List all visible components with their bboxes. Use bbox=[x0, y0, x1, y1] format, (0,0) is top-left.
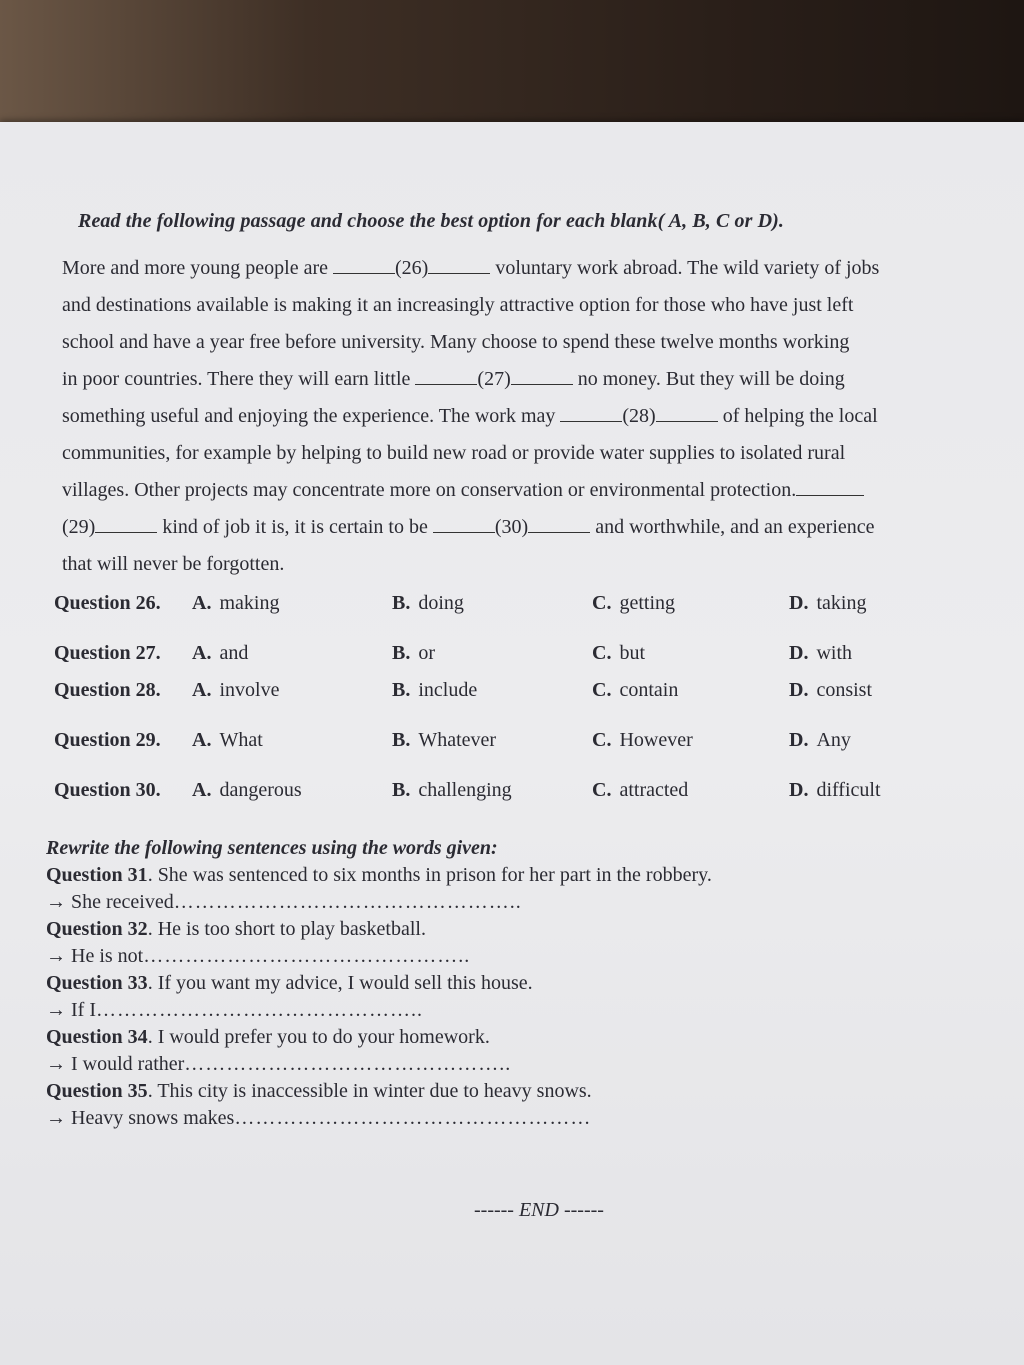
option-a: A. dangerous bbox=[192, 779, 302, 801]
rewrite-question-34: Question 34. I would prefer you to do your homework. bbox=[46, 1026, 490, 1048]
option-b: B. challenging bbox=[392, 779, 512, 801]
rewrite-question-31: Question 31. She was sentenced to six months in prison for her part in the robbery. bbox=[46, 864, 712, 886]
question-30 bbox=[54, 779, 1004, 829]
option-d: D. consist bbox=[789, 679, 873, 701]
option-c: C. but bbox=[592, 642, 646, 664]
passage-line: More and more young people are (26) voluntary work abroad. The wild variety of jobs bbox=[62, 257, 880, 279]
blank-28: (28) bbox=[622, 405, 656, 427]
blank-30: (30) bbox=[494, 516, 529, 538]
option-b: B. include bbox=[392, 679, 478, 701]
question-label: Question 29. bbox=[54, 729, 161, 751]
option-c: C. contain bbox=[592, 679, 679, 701]
rewrite-answer-31: → She received………………………………………….. bbox=[46, 891, 522, 913]
option-a: A. and bbox=[192, 642, 249, 664]
passage-line: in poor countries. There they will earn little (27) no money. But they will be doing bbox=[62, 368, 845, 390]
exam-paper bbox=[0, 122, 1024, 1365]
rewrite-instruction: Rewrite the following sentences using the words given: bbox=[46, 837, 498, 859]
rewrite-answer-35: → Heavy snows makes…………………………………………… bbox=[46, 1107, 592, 1129]
rewrite-answer-34: → I would rather……………………………………….. bbox=[46, 1053, 512, 1075]
question-29 bbox=[54, 729, 1004, 779]
option-a: A. making bbox=[192, 592, 280, 614]
option-b: B. Whatever bbox=[392, 729, 497, 751]
passage-line: communities, for example by helping to build new road or provide water supplies to isolated rural bbox=[62, 442, 846, 464]
option-a: A. involve bbox=[192, 679, 280, 701]
question-27 bbox=[54, 642, 1004, 679]
option-d: D. with bbox=[789, 642, 853, 664]
option-c: C. However bbox=[592, 729, 693, 751]
option-d: D. difficult bbox=[789, 779, 881, 801]
question-label: Question 27. bbox=[54, 642, 161, 664]
rewrite-answer-32: → He is not……………………………………….. bbox=[46, 945, 471, 967]
table-background bbox=[0, 0, 1024, 140]
question-26 bbox=[54, 592, 1004, 642]
passage-text bbox=[62, 250, 1012, 583]
rewrite-question-32: Question 32. He is too short to play basketball. bbox=[46, 918, 426, 940]
rewrite-question-33: Question 33. If you want my advice, I would sell this house. bbox=[46, 972, 533, 994]
question-label: Question 26. bbox=[54, 592, 161, 614]
option-c: C. getting bbox=[592, 592, 675, 614]
multiple-choice-questions bbox=[54, 592, 1004, 829]
passage-line: and destinations available is making it an increasingly attractive option for those who have just left bbox=[62, 294, 854, 316]
passage-line: that will never be forgotten. bbox=[62, 553, 285, 575]
rewrite-question-35: Question 35. This city is inaccessible in winter due to heavy snows. bbox=[46, 1080, 592, 1102]
passage-instruction: Read the following passage and choose the best option for each blank( A, B, C or D). bbox=[78, 210, 785, 232]
passage-line: villages. Other projects may concentrate more on conservation or environmental protection. bbox=[62, 472, 1012, 509]
rewrite-answer-33: → If I……………………………………….. bbox=[46, 999, 423, 1021]
option-b: B. or bbox=[392, 642, 436, 664]
option-b: B. doing bbox=[392, 592, 464, 614]
option-d: D. taking bbox=[789, 592, 867, 614]
passage-line: something useful and enjoying the experience. The work may (28) of helping the local bbox=[62, 405, 878, 427]
blank-26: (26) bbox=[395, 257, 429, 279]
option-d: D. Any bbox=[789, 729, 851, 751]
question-label: Question 30. bbox=[54, 779, 161, 801]
question-label: Question 28. bbox=[54, 679, 161, 701]
option-c: C. attracted bbox=[592, 779, 689, 801]
option-a: A. What bbox=[192, 729, 263, 751]
rewrite-section bbox=[46, 837, 946, 1134]
blank-27: (27) bbox=[477, 368, 511, 390]
blank-29: (29) bbox=[62, 516, 96, 538]
passage-line: (29) kind of job it is, it is certain to be (30) and worthwhile, and an experience bbox=[62, 516, 875, 538]
end-marker: ------ END ------ bbox=[474, 1199, 604, 1221]
passage-line: school and have a year free before university. Many choose to spend these twelve months working bbox=[62, 331, 850, 353]
question-28 bbox=[54, 679, 1004, 729]
